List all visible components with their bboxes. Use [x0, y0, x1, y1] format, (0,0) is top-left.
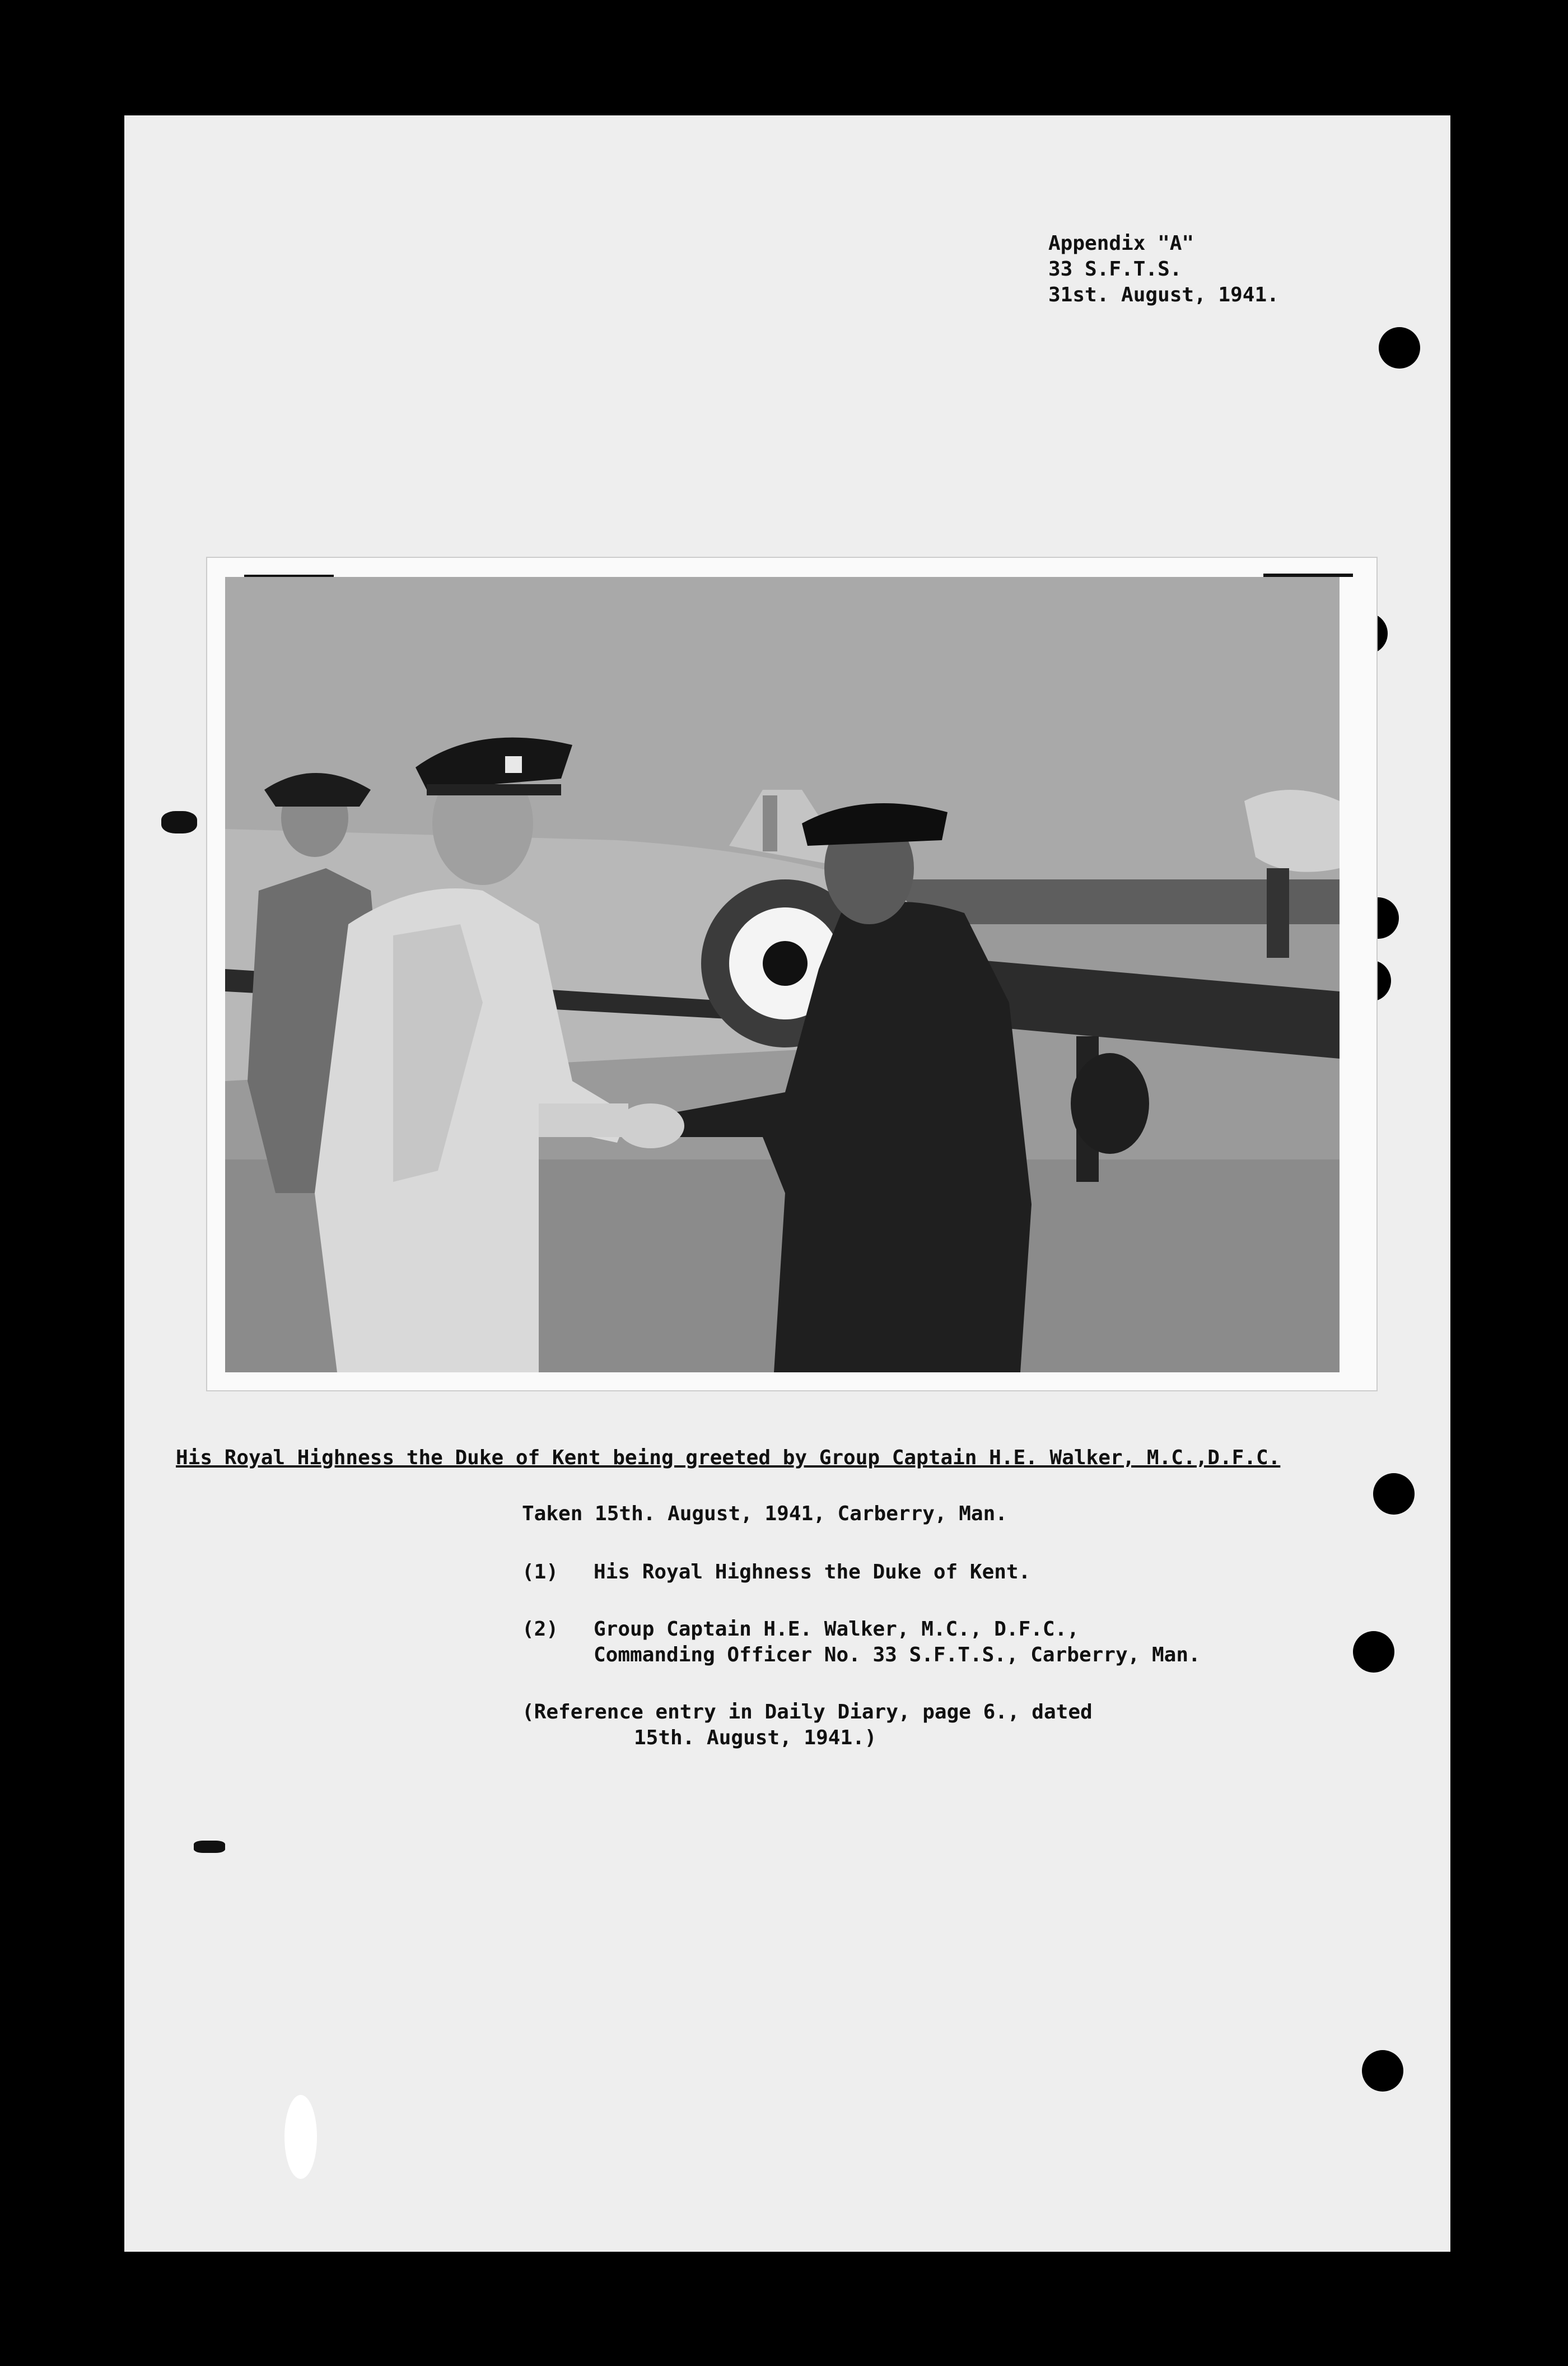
photograph [225, 577, 1340, 1372]
caption-item-number: (1) [522, 1561, 559, 1583]
caption-item-1: His Royal Highness the Duke of Kent. [594, 1561, 1031, 1583]
photo-taken-line: Taken 15th. August, 1941, Carberry, Man. [522, 1502, 1007, 1525]
punch-hole [1373, 1473, 1415, 1515]
photo-caption-title: His Royal Highness the Duke of Kent being greeted by Group Captain H.E. Walker, M.C.,D.F.C. [176, 1446, 1281, 1469]
reference-entry-line-1: (Reference entry in Daily Diary, page 6., dated [522, 1701, 1093, 1724]
caption-item-number: (2) [522, 1618, 559, 1641]
punch-hole [1353, 1631, 1394, 1673]
punch-hole [1379, 327, 1420, 369]
caption-item-2-line-1: Group Captain H.E. Walker, M.C., D.F.C., [594, 1618, 1079, 1641]
ink-smudge [194, 1841, 225, 1853]
ink-smudge [161, 811, 197, 833]
handshake [617, 1103, 684, 1148]
reference-entry-line-2: 15th. August, 1941.) [634, 1726, 877, 1749]
photo-image [225, 577, 1340, 1372]
unit-label: 33 S.F.T.S. [1048, 258, 1182, 281]
appendix-label: Appendix "A" [1048, 232, 1194, 255]
paper-flaw [284, 2095, 317, 2179]
punch-hole [1362, 2050, 1403, 2092]
caption-item-2-line-2: Commanding Officer No. 33 S.F.T.S., Carberry, Man. [594, 1643, 1201, 1666]
header-date: 31st. August, 1941. [1048, 283, 1279, 306]
